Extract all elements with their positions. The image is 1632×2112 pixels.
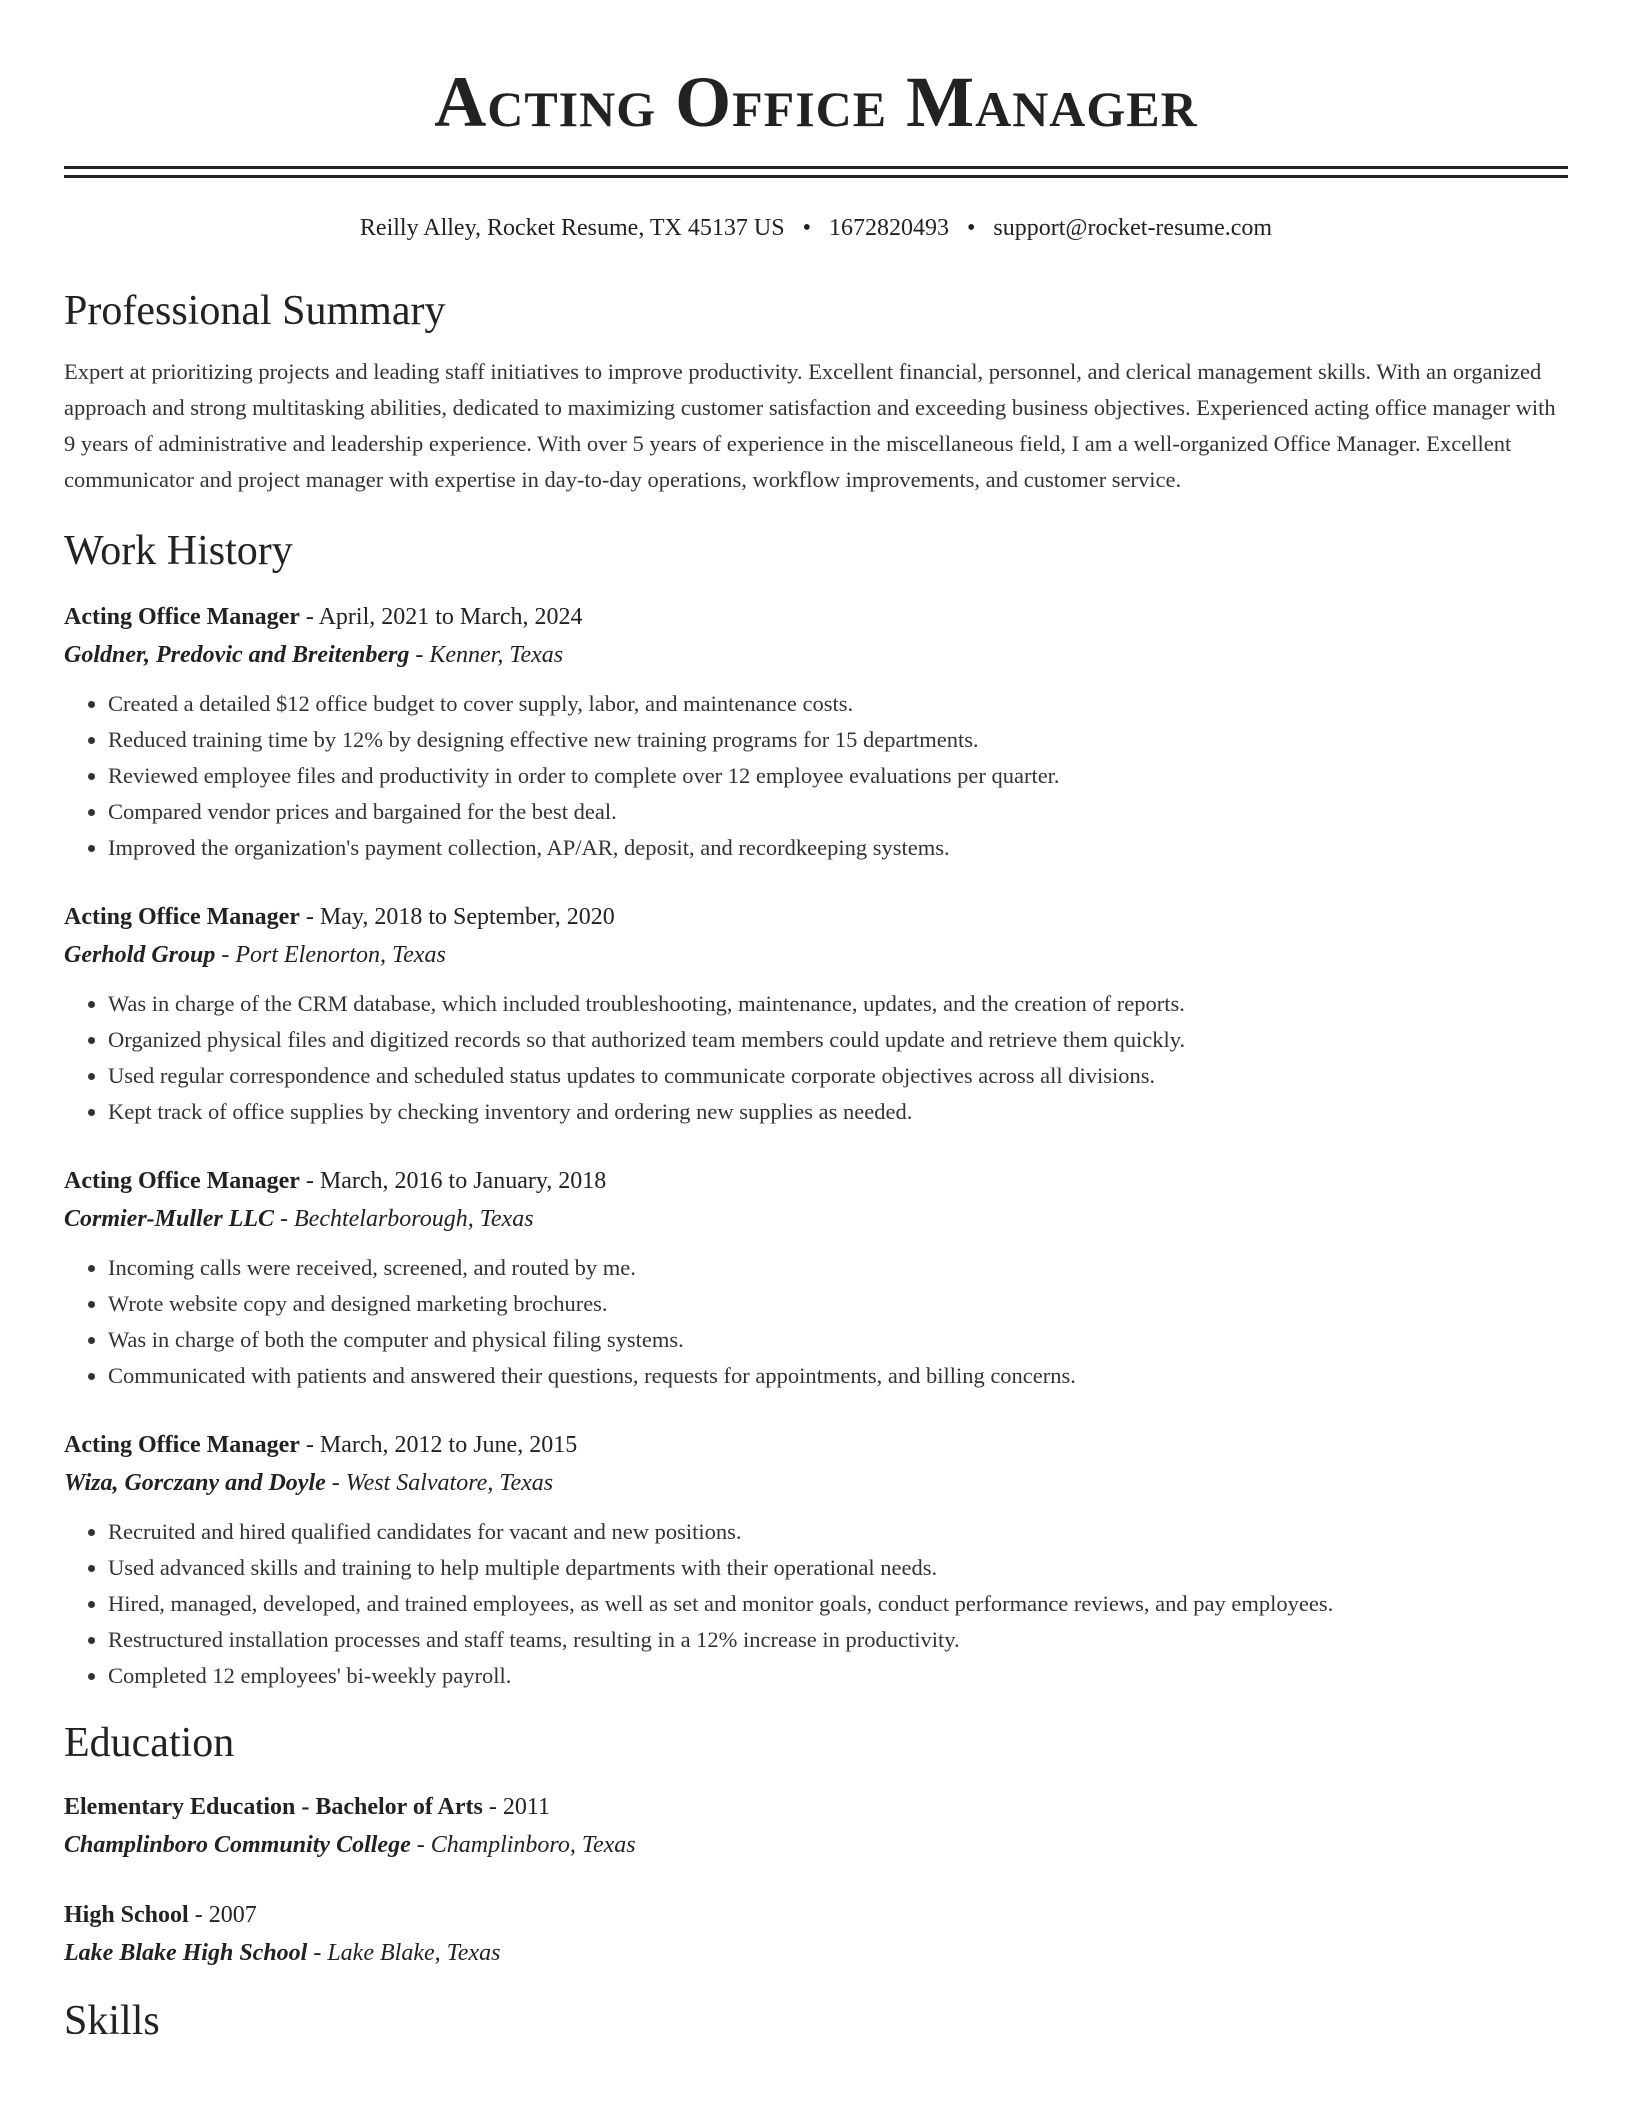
- job-title-line: [64, 898, 1568, 936]
- job-title: Acting Office Manager: [64, 1432, 300, 1458]
- education-heading: Education: [64, 1720, 235, 1766]
- resume-page: [64, 0, 1568, 2046]
- company-name: Goldner, Predovic and Breitenberg: [64, 642, 410, 668]
- job-title: Acting Office Manager: [64, 904, 300, 930]
- company-location: - Port Elenorton, Texas: [215, 942, 446, 968]
- list-item: • Was in charge of both the computer and physical filing systems.: [108, 1322, 1568, 1358]
- list-item: • Used regular correspondence and scheduled status updates to communicate corporate objectives across all divisions.: [108, 1058, 1568, 1094]
- school-location: - Champlinboro, Texas: [410, 1832, 636, 1858]
- job-title: Acting Office Manager: [64, 1168, 300, 1194]
- school-line: [64, 1934, 1568, 1972]
- list-item: • Restructured installation processes and staff teams, resulting in a 12% increase in productivity.: [108, 1622, 1568, 1658]
- job-title-line: [64, 598, 1568, 636]
- list-item: • Incoming calls were received, screened, and routed by me.: [108, 1250, 1568, 1286]
- title-divider-top: [64, 166, 1568, 169]
- company-name: Cormier-Muller LLC: [64, 1206, 275, 1232]
- company-location: - West Salvatore, Texas: [325, 1470, 554, 1496]
- list-item: • Hired, managed, developed, and trained employees, as well as set and monitor goals, conduct performance reviews, and pay employees.: [108, 1586, 1568, 1622]
- job-bullets: [64, 1250, 1568, 1394]
- job-dates: - March, 2012 to June, 2015: [299, 1432, 578, 1458]
- degree-name: Elementary Education - Bachelor of Arts: [64, 1794, 483, 1820]
- job-dates: - March, 2016 to January, 2018: [299, 1168, 607, 1194]
- company-location: - Kenner, Texas: [409, 642, 564, 668]
- title-divider-bottom: [64, 175, 1568, 178]
- list-item: • Compared vendor prices and bargained for the best deal.: [108, 794, 1568, 830]
- page-title: Acting Office Manager: [434, 62, 1198, 142]
- job-entry: [64, 598, 1568, 866]
- list-item: • Kept track of office supplies by checking inventory and ordering new supplies as needed.: [108, 1094, 1568, 1130]
- degree-year: - 2007: [188, 1902, 257, 1928]
- list-item: • Improved the organization's payment collection, AP/AR, deposit, and recordkeeping systems.: [108, 830, 1568, 866]
- list-item: • Reviewed employee files and productivity in order to complete over 12 employee evaluations per quarter.: [108, 758, 1568, 794]
- list-item: • Recruited and hired qualified candidates for vacant and new positions.: [108, 1514, 1568, 1550]
- list-item: • Reduced training time by 12% by designing effective new training programs for 15 departments.: [108, 722, 1568, 758]
- list-item: • Was in charge of the CRM database, which included troubleshooting, maintenance, updates, and the creation of reports.: [108, 986, 1568, 1022]
- company-line: [64, 1200, 1568, 1238]
- contact-phone: 1672820493: [828, 215, 949, 241]
- school-name: Lake Blake High School: [64, 1940, 308, 1966]
- degree-line: [64, 1788, 1568, 1826]
- job-bullets: [64, 986, 1568, 1130]
- list-item: • Wrote website copy and designed marketing brochures.: [108, 1286, 1568, 1322]
- job-bullets: [64, 686, 1568, 866]
- degree-year: - 2011: [482, 1794, 550, 1820]
- job-title-line: [64, 1426, 1568, 1464]
- company-line: [64, 636, 1568, 674]
- job-entry: [64, 1162, 1568, 1394]
- company-line: [64, 936, 1568, 974]
- contact-address: Reilly Alley, Rocket Resume, TX 45137 US: [359, 215, 785, 241]
- summary-text: Expert at prioritizing projects and leading staff initiatives to improve productivity. Excellent financial, personnel, and clerical management skills. With an organized approach and strong multitasking abilities, dedicated to maximizing customer satisfaction and exceeding business objectives. Experienced acting office manager with 9 years of administrative and leadership experience. With over 5 years of experience in the miscellaneous field, I am a well-organized Office Manager. Excellent communicator and project manager with expertise in day-to-day operations, workflow improvements, and customer service.: [64, 359, 1556, 492]
- list-item: • Completed 12 employees' bi-weekly payroll.: [108, 1658, 1568, 1694]
- contact-separator: •: [966, 215, 976, 241]
- degree-line: [64, 1896, 1568, 1934]
- contact-separator: •: [802, 215, 811, 241]
- summary-heading: Professional Summary: [64, 288, 446, 334]
- job-dates: - May, 2018 to September, 2020: [299, 904, 615, 930]
- job-bullets: [64, 1514, 1568, 1694]
- school-name: Champlinboro Community College: [64, 1832, 411, 1858]
- list-item: • Used advanced skills and training to help multiple departments with their operational needs.: [108, 1550, 1568, 1586]
- company-name: Gerhold Group: [64, 942, 216, 968]
- company-name: Wiza, Gorczany and Doyle: [64, 1470, 326, 1496]
- list-item: • Created a detailed $12 office budget to cover supply, labor, and maintenance costs.: [108, 686, 1568, 722]
- job-entry: [64, 898, 1568, 1130]
- job-title: Acting Office Manager: [64, 604, 300, 630]
- contact-line: [64, 212, 1568, 244]
- list-item: • Communicated with patients and answered their questions, requests for appointments, and billing concerns.: [108, 1358, 1568, 1394]
- job-title-line: [64, 1162, 1568, 1200]
- education-entry: [64, 1788, 1568, 1864]
- job-dates: - April, 2021 to March, 2024: [299, 604, 583, 630]
- job-entry: [64, 1426, 1568, 1694]
- skills-heading: Skills: [64, 1998, 160, 2044]
- school-line: [64, 1826, 1568, 1864]
- contact-email: support@rocket-resume.com: [993, 215, 1273, 241]
- company-line: [64, 1464, 1568, 1502]
- company-location: - Bechtelarborough, Texas: [274, 1206, 534, 1232]
- school-location: - Lake Blake, Texas: [307, 1940, 501, 1966]
- education-entry: [64, 1896, 1568, 1972]
- list-item: • Organized physical files and digitized records so that authorized team members could update and retrieve them quickly.: [108, 1022, 1568, 1058]
- work-history-heading: Work History: [64, 528, 293, 574]
- degree-name: High School: [64, 1902, 189, 1928]
